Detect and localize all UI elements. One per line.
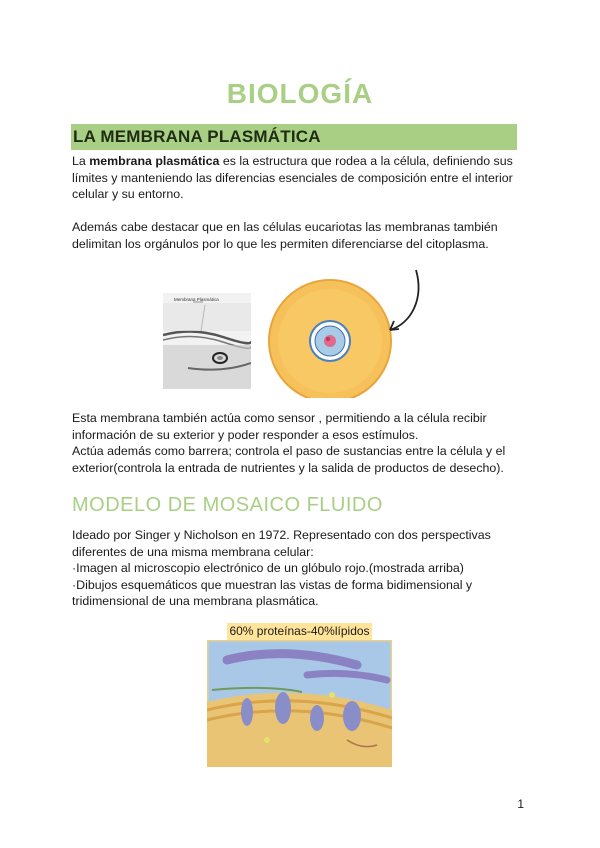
paragraph-sensor: Esta membrana también actúa como sensor , permitiendo a la célula recibir información de su exterior y poder responder a esos estímulos. Actúa además como barrera; controla el paso de sustancias entre la célula y el exterior(controla la entrada de nutrientes y la salida de productos de desecho). [72,411,506,475]
section-heading-bar [71,124,517,150]
paragraph-eucariotas: Además cabe destacar que en las células eucariotas las membranas también delimitan los orgánulos por lo que les permiten diferenciarse del citoplasma. [72,220,498,251]
page-number: 1 [517,797,524,811]
bullet-item: ·Imagen al microscopio electrónico de un glóbulo rojo.(mostrada arriba) [72,561,464,575]
cell-illustration [262,268,432,398]
paragraph-mosaico: Ideado por Singer y Nicholson en 1972. Representado con dos perspectivas diferentes de una misma membrana celular: ·Imagen al microscopio electrónico de un glóbulo rojo.(mostrada arriba) ·Dibujos esquemáticos que muestran las vistas de forma bidimensional y tridimensional de una membrana plasmática. [72,528,491,608]
micrograph-image [163,293,251,389]
highlight-caption: 60% proteínas-40%lípidos [227,623,372,640]
section-heading-mosaico: MODELO DE MOSAICO FLUIDO [72,494,383,516]
section-heading-membrana: LA MEMBRANA PLASMÁTICA [73,127,321,146]
mosaic-diagram [207,640,392,767]
bold-term: membrana plasmática [89,154,220,168]
page-title: BIOLOGÍA [226,78,374,109]
paragraph-definition: La membrana plasmática es la estructura que rodea a la célula, definiendo sus límites y manteniendo las diferencias esenciales de composición entre el interior celular y su entorno. [72,154,513,201]
bullet-item: ·Dibujos esquemáticos que muestran las vistas de forma bidimensional y tridimensional de una membrana plasmática. [72,577,473,608]
micrograph-label: Membrana Plasmática [174,297,219,302]
